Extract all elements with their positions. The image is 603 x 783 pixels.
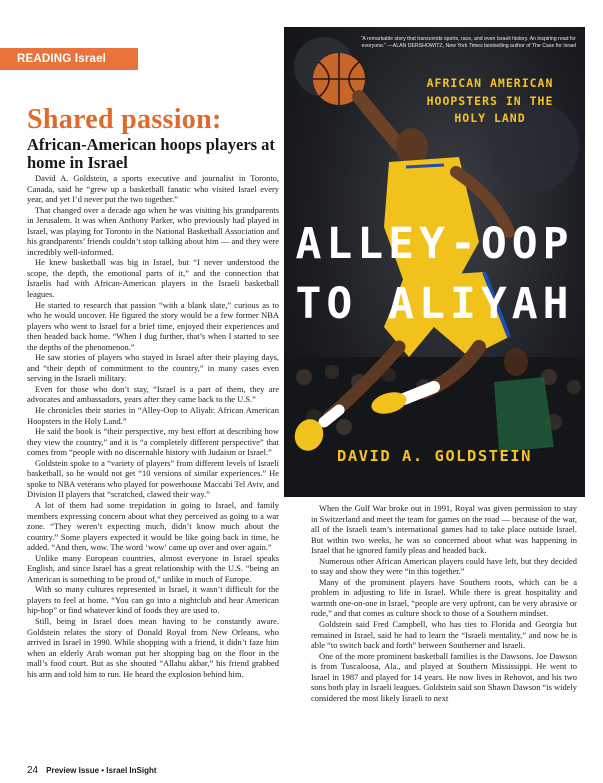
article-column-right	[311, 503, 577, 758]
article-paragraph: Numerous other African American players could have left, but they decided to stay and show they were “in this together.”	[311, 555, 577, 577]
article-column-left	[27, 173, 279, 758]
article-paragraph: He saw stories of players who stayed in Israel after their playing days, and “their depth of commitment to the country,” in many cases even serving in the Israeli military.	[27, 352, 279, 384]
article-subhead: African-American hoops players at home in Israel	[27, 135, 275, 172]
article-paragraph: That changed over a decade ago when he was visiting his grandparents in Jerusalem. It was when Anthony Parker, who previously had played in Israel, was playing for Toronto in the National Basketball Association and his grandparents’ friends couldn’t stop talking about him — and they were incredibly well-informed.	[27, 204, 279, 257]
article-paragraph: When the Gulf War broke out in 1991, Royal was given permission to stay in Switzerland and meet the team for games on the road — because of the war, all of the Israeli team’s international games had to take place outside Israel. But within two weeks, he was so concerned about what was happening in Israel that he ignored family pleas and headed back.	[311, 503, 577, 556]
book-cover	[284, 27, 585, 497]
book-cover-title-line2: TO ALIYAH	[295, 279, 574, 329]
article-paragraph: He said the book is “their perspective, my best effort at describing how they view the country,” and it is “a completely different perspective” that comes from “people with no discernable history with Judaism or Israel.”	[27, 426, 279, 458]
article-paragraph: He chronicles their stories in “Alley-Oop to Aliyah: African American Hoopsters in the Holy Land.”	[27, 405, 279, 426]
book-cover-subtitle-line: HOOPSTERS IN THE	[426, 93, 554, 108]
article-paragraph: He started to research that passion “with a blank slate,” curious as to who he would uncover. He figured the story would be a few former NBA players who went to Israel for a brief time, enjoyed their experiences and then headed back home. “When I dug further, that’s when I started to see the depths of the phenomenon.”	[27, 299, 279, 352]
book-cover-author: DAVID A. GOLDSTEIN	[337, 447, 532, 465]
article-paragraph: Even for those who don’t stay, “Israel is a part of them, they are advocates and ambassadors, years after they came back to the U.S.”	[27, 383, 279, 405]
page-number: 24	[27, 764, 39, 776]
book-cover-blurb: “A remarkable story that transcends sports, race, and even Israeli history. An inspiring read for everyone.” —ALAN DERSHOWITZ, New York Times bestselling author of The Case for Israel	[360, 36, 576, 49]
article-paragraph: He knew basketball was big in Israel, but “I never understood the scope, the depth, the emotional parts of it,” and the connection that Israelis had with African-American players in the Israeli basketball leagues.	[27, 257, 279, 300]
article-headline: Shared passion:	[27, 104, 222, 135]
article-paragraph: Still, being in Israel does mean having to be constantly aware. Goldstein relates the story of Donald Royal from New Orleans, who arrived in Israel in 1990. While shopping with a friend, it didn’t faze him when an elderly Arab woman put her shopping bag on the floor in the mall’s food court. But as she shouted “Allahu akbar,” his friend grabbed his arm and told him to run. He heard the explosion behind him.	[27, 615, 279, 679]
section-tag: READING Israel	[0, 48, 138, 70]
article-paragraph: One of the more prominent basketball families is the Dawsons. Joe Dawson is from Tuscaloosa, Ala., and played at Southern Mississippi. He went to Israel in 1987 and played for 14 years. He now lives in Rehovot, and his two sons both play in Israeli leagues. Goldstein said son Shawn Dawson “is widely considered the most likely Israeli to next	[311, 650, 577, 703]
article-paragraph: Goldstein said Fred Campbell, who has ties to Florida and Georgia but remained in Israel, said he had to learn the “Israeli mentality,” and now he is able “to switch back and forth” between Southerner and Israeli.	[311, 619, 577, 651]
article-paragraph: David A. Goldstein, a sports executive and journalist in Toronto, Canada, said he “grew up a basketball fanatic who visited Israel every year, and yet I’d never put the two together.”	[27, 173, 279, 205]
article-paragraph: Goldstein spoke to a “variety of players” from different levels of Israeli basketball, so he would not get “10 versions of similar experiences.” He spoke to NBA veterans who played for powerhouse Maccabi Tel Aviv, and Division II players that “scratched, clawed their way.”	[27, 457, 279, 500]
article-paragraph: A lot of them had some trepidation in going to Israel, and family members expressing concern about what they perceived as going to a war zone. “They weren’t expecting much, didn’t know much about the country.” Some players expected it would be like going back in time, he added. “And then, wow. The word ‘wow’ came up over and over again.”	[27, 499, 279, 553]
book-cover-subtitle	[404, 75, 576, 128]
book-cover-subtitle-line: AFRICAN AMERICAN	[426, 76, 554, 90]
page-footer	[27, 764, 157, 776]
book-cover-title-line1: ALLEY-OOP	[295, 219, 574, 269]
article-paragraph: With so many cultures represented in Israel, it wasn’t difficult for the players to feel at home. “You can go into a nightclub and hear American hip-hop” or find whatever kind of foods they are used to.	[27, 584, 279, 616]
issue-label: Preview Issue • Israel InSight	[46, 765, 157, 775]
article-paragraph: Unlike many European countries, almost everyone in Israel speaks English, and since Israel has a great relationship with the U.S. “being an American is something to be proud of,” unlike in much of Europe.	[27, 552, 279, 584]
book-cover-subtitle-line: HOLY LAND	[454, 111, 526, 125]
article-paragraph: Many of the prominent players have Southern roots, which can be a problem in adjusting to life in Israel. While there is great hospitality and warmth one-on-one in Israel, “people are very upfront, can be very abrasive or rude,” and that comes as culture shock to those of a Southern mindset.	[311, 576, 577, 619]
